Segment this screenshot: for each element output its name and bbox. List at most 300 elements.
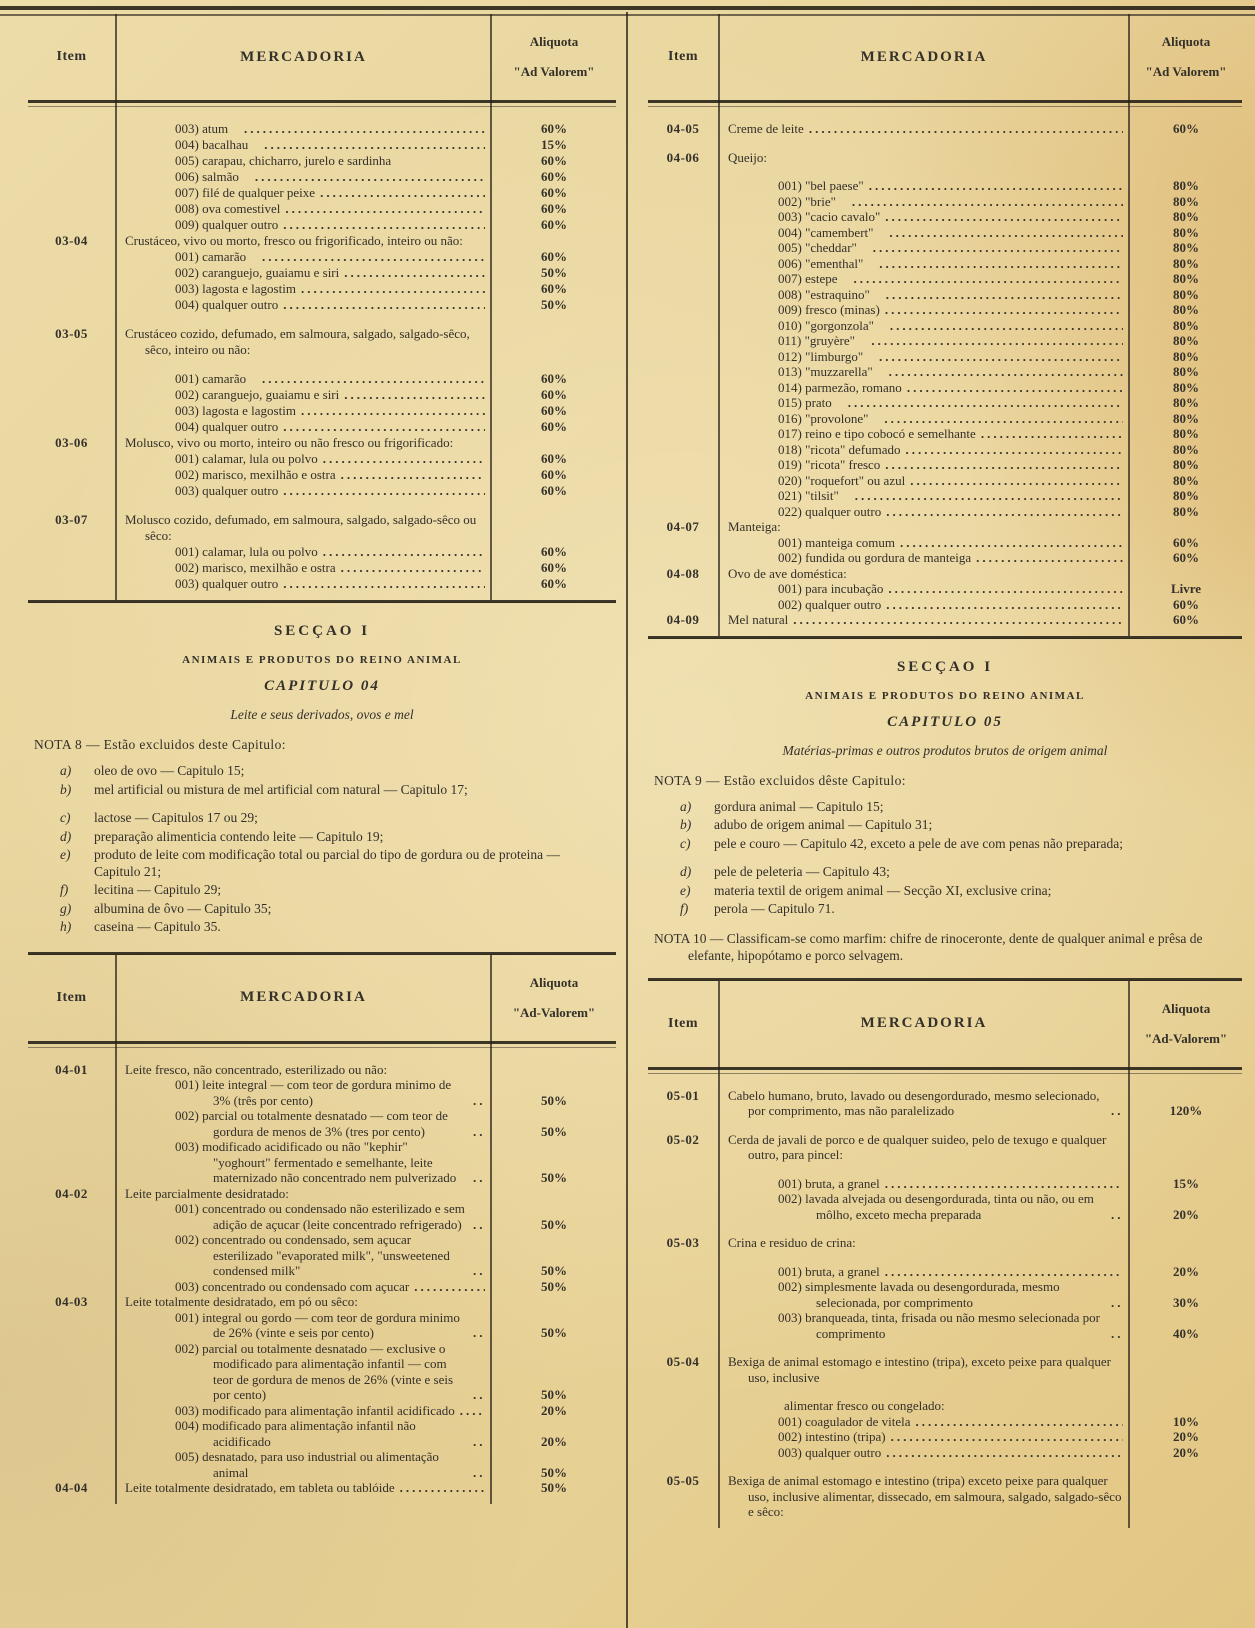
table-row <box>28 153 616 169</box>
table-row <box>28 249 616 265</box>
item-description: 002) caranguejo, guaiamu e siri <box>175 387 340 402</box>
nota-item-letter: d) <box>680 864 692 879</box>
item-description: 015) prato <box>778 395 832 410</box>
nota-item-text: pele de peleteria — Capitulo 43; <box>714 864 890 879</box>
item-description-cell <box>718 1279 1130 1310</box>
table-row <box>648 240 1242 256</box>
dot-leader <box>809 121 1123 137</box>
dot-leader <box>473 1093 485 1109</box>
item-description: 001) integral ou gordo — com teor de gordura minimo de 26% (vinte e seis por cento) <box>175 1309 460 1340</box>
table-row <box>28 467 616 483</box>
dot-leader <box>906 442 1123 458</box>
item-description-cell <box>718 411 1130 427</box>
item-description: Crustáceo, vivo ou morto, fresco ou frigorificado, inteiro ou não: <box>125 233 463 248</box>
ad-valorem-rate: 15% <box>1173 1175 1199 1191</box>
ad-valorem-rate: 80% <box>1173 426 1199 441</box>
item-description: 009) qualquer outro <box>175 217 279 232</box>
item-description: 019) "ricota" fresco <box>778 457 881 472</box>
table-row <box>648 1429 1242 1445</box>
item-description-cell <box>115 1232 492 1279</box>
item-code: 04-04 <box>55 1480 88 1495</box>
item-description-cell <box>115 371 492 387</box>
ad-valorem-rate: 120% <box>1169 1103 1203 1118</box>
dot-leader <box>886 597 1123 613</box>
header-item: Item <box>56 989 87 1005</box>
table-row <box>648 1191 1242 1222</box>
header-aliquota-line1: Aliquota <box>1161 34 1211 49</box>
ad-valorem-rate: 80% <box>1173 271 1199 286</box>
item-description-cell <box>718 1264 1130 1280</box>
nota-item-letter: a) <box>60 763 72 778</box>
item-description-cell <box>115 1418 492 1449</box>
table-row <box>28 326 616 358</box>
item-description-cell <box>718 256 1130 272</box>
item-description: 002) parcial ou totalmente desnatado — exclusive o modificado para alimentação infantil — com teor de gordura de menos de 26% (vinte e seis por cento) <box>175 1340 454 1402</box>
nota-item <box>60 919 610 936</box>
dot-leader <box>323 451 485 467</box>
item-description: 002) parcial ou totalmente desnatado — com teor de gordura de menos de 3% (tres por cento) <box>175 1108 448 1139</box>
table-row <box>28 1139 616 1186</box>
item-description-cell <box>115 544 492 560</box>
header-aliquota-line2: "Ad Valorem" <box>1145 64 1227 79</box>
dot-leader <box>283 297 485 313</box>
header-rule <box>28 100 616 107</box>
dot-leader <box>1111 1207 1123 1223</box>
ad-valorem-rate: 60% <box>541 467 567 482</box>
item-description-cell <box>718 209 1130 225</box>
item-description-cell <box>718 318 1130 334</box>
left-column <box>28 14 616 1504</box>
table-row <box>28 1232 616 1279</box>
item-description: 001) coagulador de vitela <box>778 1413 911 1429</box>
table-row <box>28 451 616 467</box>
nota-item-letter: b) <box>680 817 692 832</box>
item-description-cell <box>115 1403 492 1419</box>
header-rule <box>28 1041 616 1048</box>
item-code: 04-07 <box>666 519 700 534</box>
item-description-cell <box>115 249 492 265</box>
table-row <box>648 1235 1242 1251</box>
item-description-cell <box>115 1139 492 1186</box>
table-row <box>648 1398 1242 1414</box>
item-description: 006) "ementhal" <box>778 255 864 271</box>
dot-leader <box>473 1263 485 1279</box>
item-code: 04-08 <box>666 565 700 581</box>
dot-leader <box>886 504 1123 520</box>
table-row <box>648 1264 1242 1280</box>
table-row <box>648 519 1242 535</box>
ad-valorem-rate: 60% <box>1173 596 1199 612</box>
section-capitulo-05 <box>648 639 1242 978</box>
table-row <box>28 1403 616 1419</box>
ad-valorem-rate: 50% <box>541 265 567 280</box>
item-description: 001) para incubação <box>778 581 884 596</box>
nota-item <box>60 847 610 880</box>
header-aliquota-line1: Aliquota <box>529 974 579 990</box>
header-aliquota-line2: "Ad-Valorem" <box>512 1004 596 1020</box>
table-row <box>648 1473 1242 1520</box>
item-description: 008) ova comestivel <box>175 201 281 216</box>
item-description: Leite totalmente desidratado, em tableta ou tablóide <box>125 1480 395 1495</box>
dot-leader <box>323 544 485 560</box>
ad-valorem-rate: 20% <box>1173 1263 1199 1279</box>
item-description-cell <box>718 349 1130 365</box>
nota-item <box>60 763 610 780</box>
ad-valorem-rate: 60% <box>1173 534 1199 550</box>
item-description: 002) simplesmente lavada ou desengordurada, mesmo selecionada, por comprimento <box>778 1279 1060 1310</box>
ad-valorem-rate: 80% <box>1173 193 1199 209</box>
nota-item-text: oleo de ovo — Capitulo 15; <box>94 763 245 778</box>
header-aliquota <box>1130 981 1242 1067</box>
item-description: Molusco, vivo ou morto, inteiro ou não fresco ou frigorificado: <box>125 435 454 450</box>
nota-item <box>680 836 1236 853</box>
item-code: 03-04 <box>55 233 88 248</box>
item-description-cell <box>115 1201 492 1232</box>
item-description: Leite totalmente desidratado, em pó ou sêco: <box>125 1294 358 1309</box>
item-description-cell <box>115 1108 492 1139</box>
dot-leader <box>244 121 485 137</box>
item-description: Molusco cozido, defumado, em salmoura, salgado, salgado-sêco ou sêco: <box>125 512 477 543</box>
item-description: 001) leite integral — com teor de gordura minimo de 3% (três por cento) <box>175 1077 452 1108</box>
item-description: 003) qualquer outro <box>778 1444 882 1460</box>
item-description: 001) camarão <box>175 249 247 264</box>
item-description: 014) parmezão, romano <box>778 379 902 395</box>
table-row <box>648 535 1242 551</box>
table-row <box>648 612 1242 628</box>
table-header <box>28 14 616 100</box>
nota-item-letter: c) <box>60 810 71 825</box>
header-aliquota-line2: "Ad Valorem" <box>513 64 595 79</box>
table-row <box>648 411 1242 427</box>
item-description-cell <box>115 1077 492 1108</box>
item-code: 04-02 <box>55 1185 88 1201</box>
header-aliquota-line2: "Ad-Valorem" <box>1144 1030 1228 1046</box>
table-row <box>648 426 1242 442</box>
table-row <box>648 194 1242 210</box>
dot-leader <box>283 576 485 592</box>
table-body <box>648 1074 1242 1528</box>
item-description-cell <box>115 1310 492 1341</box>
table-row <box>28 419 616 435</box>
table-row <box>28 435 616 451</box>
item-description: Mel natural <box>728 612 789 627</box>
ad-valorem-rate: 60% <box>541 121 567 136</box>
chapter-subtitle: Leite e seus derivados, ovos e mel <box>230 707 414 722</box>
nota-10-paragraph: NOTA 10 — Classificam-se como marfim: chifre de rinoceronte, dente de qualquer animal e prêsa de elefante, hipopótamo e porco selvagem. <box>654 930 1203 963</box>
item-description-cell <box>718 1445 1130 1461</box>
dot-leader <box>283 483 485 499</box>
header-mercadoria: MERCADORIA <box>240 989 367 1005</box>
dot-leader <box>869 178 1123 194</box>
table-row <box>28 1279 616 1295</box>
item-description: 002) concentrado ou condensado, sem açucar esterilizado "evaporated milk", "unsweetened condensed milk" <box>175 1232 450 1278</box>
nota-list <box>654 799 1236 918</box>
table-row <box>648 225 1242 241</box>
dot-leader <box>793 612 1123 628</box>
dot-leader <box>885 209 1123 225</box>
nota-item-text: produto de leite com modificação total ou parcial do tipo de gordura ou de proteina — Capitulo 21; <box>94 847 560 879</box>
table-row <box>648 333 1242 349</box>
nota-item <box>60 882 610 899</box>
table-row <box>648 1354 1242 1385</box>
chapter-title: CAPITULO 05 <box>887 713 1003 730</box>
item-description-cell <box>115 1480 492 1496</box>
table-header <box>28 955 616 1041</box>
table-row <box>648 1310 1242 1341</box>
item-description: 004) qualquer outro <box>175 297 279 312</box>
ad-valorem-rate: 50% <box>541 1480 567 1495</box>
item-description-cell <box>718 150 1130 166</box>
item-description-cell <box>718 1473 1130 1520</box>
nota-item-letter: h) <box>60 919 72 934</box>
table-row <box>28 281 616 297</box>
ad-valorem-rate: 20% <box>1173 1429 1199 1444</box>
dot-leader <box>907 380 1123 396</box>
table-left-top <box>28 14 616 600</box>
dot-leader <box>879 256 1123 272</box>
item-description-cell <box>115 560 492 576</box>
table-row <box>648 395 1242 411</box>
dot-leader <box>884 411 1123 427</box>
item-description-cell <box>115 137 492 153</box>
nota-item-text: materia textil de origem animal — Secção XI, exclusive crina; <box>714 882 1052 898</box>
table-header <box>648 14 1242 100</box>
item-description-cell <box>718 519 1130 535</box>
item-description: Leite parcialmente desidratado: <box>125 1185 289 1201</box>
item-code: 05-03 <box>666 1235 700 1250</box>
dot-leader <box>879 349 1123 365</box>
table-row <box>648 349 1242 365</box>
nota-item <box>680 817 1236 834</box>
dot-leader <box>262 249 485 265</box>
ad-valorem-rate: 80% <box>1173 441 1199 457</box>
ad-valorem-rate: 60% <box>541 169 567 184</box>
nota-heading: NOTA 8 — Estão excluidos deste Capitulo: <box>34 737 286 752</box>
nota-item-letter: g) <box>60 900 72 916</box>
item-description-cell <box>115 1294 492 1310</box>
table-row <box>648 287 1242 303</box>
dot-leader <box>255 169 485 185</box>
table-row <box>648 442 1242 458</box>
ad-valorem-rate: 20% <box>541 1433 567 1449</box>
nota-heading: NOTA 9 — Estão excluidos dêste Capitulo: <box>654 772 906 788</box>
ad-valorem-rate: 80% <box>1173 457 1199 472</box>
ad-valorem-rate: 80% <box>1173 472 1199 488</box>
item-description: 001) bruta, a granel <box>778 1263 880 1279</box>
item-description-cell <box>718 504 1130 520</box>
item-description: alimentar fresco ou congelado: <box>784 1398 945 1413</box>
ad-valorem-rate: 50% <box>541 1216 567 1232</box>
item-description-cell <box>115 483 492 499</box>
table-row <box>28 137 616 153</box>
table-row <box>648 457 1242 473</box>
chapter-subtitle: Matérias-primas e outros produtos brutos de origem animal <box>782 742 1108 758</box>
item-description: 004) modificado para alimentação infantil não acidificado <box>175 1418 416 1449</box>
nota-item <box>60 829 610 846</box>
nota-item <box>680 901 1236 918</box>
table-row <box>648 380 1242 396</box>
ad-valorem-rate: 80% <box>1173 395 1199 410</box>
item-description-cell <box>115 512 492 544</box>
header-aliquota-line1: Aliquota <box>1161 1000 1211 1016</box>
table-row <box>28 576 616 592</box>
item-description-cell <box>718 287 1130 303</box>
table-row <box>28 169 616 185</box>
table-row <box>28 560 616 576</box>
item-description: Leite fresco, não concentrado, esterilizado ou não: <box>125 1061 388 1077</box>
table-body <box>648 107 1242 636</box>
item-description-cell <box>718 550 1130 566</box>
ad-valorem-rate: 80% <box>1173 317 1199 333</box>
section-subtitle: ANIMAIS E PRODUTOS DO REINO ANIMAL <box>182 654 462 666</box>
dot-leader <box>473 1434 485 1450</box>
item-description-cell <box>115 297 492 313</box>
ad-valorem-rate: 50% <box>541 1123 567 1139</box>
header-aliquota <box>492 14 616 100</box>
table-row <box>648 550 1242 566</box>
nota-item-letter: d) <box>60 828 72 844</box>
ad-valorem-rate: 80% <box>1173 224 1199 240</box>
ad-valorem-rate: 60% <box>1173 121 1199 136</box>
dot-leader <box>473 1387 485 1403</box>
dot-leader <box>910 473 1123 489</box>
table-body <box>28 107 616 600</box>
table-row <box>648 1088 1242 1119</box>
table-row <box>648 256 1242 272</box>
table-header <box>648 981 1242 1067</box>
table-row <box>28 371 616 387</box>
table-row <box>648 1176 1242 1192</box>
table-row <box>28 1201 616 1232</box>
ad-valorem-rate: 60% <box>541 185 567 200</box>
item-description: 001) concentrado ou condensado não esterilizado e sem adição de açucar (leite concentrado refrigerado) <box>175 1201 465 1232</box>
item-description-cell <box>115 153 492 169</box>
item-code: 03-05 <box>55 326 88 341</box>
nota-item <box>60 810 610 827</box>
item-description-cell <box>718 597 1130 613</box>
item-description: 002) caranguejo, guaiamu e siri <box>175 265 340 280</box>
nota-item-text: adubo de origem animal — Capitulo 31; <box>714 817 933 832</box>
ad-valorem-rate: 60% <box>1173 550 1199 565</box>
item-description-cell <box>718 364 1130 380</box>
item-description: 003) lagosta e lagostim <box>175 403 296 418</box>
item-description-cell <box>115 1341 492 1403</box>
header-aliquota <box>492 955 616 1041</box>
item-description-cell <box>115 233 492 249</box>
ad-valorem-rate: 80% <box>1173 503 1199 519</box>
ad-valorem-rate: 60% <box>541 371 567 386</box>
dot-leader <box>885 1176 1123 1192</box>
item-code: 05-01 <box>666 1087 700 1103</box>
ad-valorem-rate: 80% <box>1173 286 1199 302</box>
item-description-cell <box>115 265 492 281</box>
item-description: 003) qualquer outro <box>175 483 279 498</box>
nota-item-text: perola — Capitulo 71. <box>714 901 835 916</box>
item-description: 002) "brie" <box>778 193 836 209</box>
dot-leader <box>301 403 485 419</box>
dot-leader <box>344 265 485 281</box>
item-description: 013) "muzzarella" <box>778 364 873 379</box>
ad-valorem-rate: 60% <box>541 560 567 575</box>
dot-leader <box>341 467 485 483</box>
item-description: Creme de leite <box>728 121 804 136</box>
item-description: 005) "cheddar" <box>778 240 857 255</box>
table-row <box>28 387 616 403</box>
ad-valorem-rate: 80% <box>1173 333 1199 348</box>
item-description: 004) qualquer outro <box>175 419 279 434</box>
dot-leader <box>1111 1103 1123 1119</box>
table-right-top <box>648 14 1242 636</box>
item-description: Cerda de javali de porco e de qualquer suideo, pelo de texugo e qualquer outro, para pincel: <box>728 1131 1107 1162</box>
item-description: 002) marisco, mexilhão e ostra <box>175 560 336 575</box>
item-description-cell <box>718 178 1130 194</box>
dot-leader <box>871 333 1123 349</box>
dot-leader <box>400 1480 485 1496</box>
item-description-cell <box>718 1310 1130 1341</box>
table-row <box>648 581 1242 597</box>
table-row <box>28 217 616 233</box>
item-description: Bexiga de animal estomago e intestino (tripa) exceto peixe para qualquer uso, inclusive alimentar, dissecado, em salmoura, salgado, salgado-sêco e sêco: <box>728 1473 1122 1519</box>
dot-leader <box>262 371 485 387</box>
item-description: 021) "tilsit" <box>778 488 839 503</box>
dot-leader <box>891 1429 1123 1445</box>
table-row <box>648 150 1242 166</box>
item-description-cell <box>718 271 1130 287</box>
item-description-cell <box>718 581 1130 597</box>
item-description-cell <box>115 387 492 403</box>
ad-valorem-rate: 50% <box>541 1092 567 1108</box>
ad-valorem-rate: 80% <box>1173 379 1199 395</box>
item-description-cell <box>718 473 1130 489</box>
table-row <box>648 209 1242 225</box>
dot-leader <box>915 1414 1123 1430</box>
item-description-cell <box>115 419 492 435</box>
ad-valorem-rate: 50% <box>541 297 567 312</box>
dot-leader <box>473 1465 485 1481</box>
table-left-bottom <box>28 955 616 1504</box>
header-rule <box>648 1067 1242 1074</box>
ad-valorem-rate: 20% <box>541 1402 567 1418</box>
dot-leader <box>885 302 1123 318</box>
item-description: 001) bruta, a granel <box>778 1175 880 1191</box>
table-row <box>28 201 616 217</box>
nota-item <box>60 782 610 799</box>
item-description-cell <box>718 395 1130 411</box>
item-description-cell <box>115 1062 492 1078</box>
item-description: 012) "limburgo" <box>778 348 864 364</box>
item-code: 05-02 <box>666 1131 700 1147</box>
ad-valorem-rate: 60% <box>541 451 567 466</box>
item-description-cell <box>718 535 1130 551</box>
item-description: 001) calamar, lula ou polvo <box>175 451 318 466</box>
item-description: 009) fresco (minas) <box>778 302 880 317</box>
dot-leader <box>888 581 1123 597</box>
item-description-cell <box>718 566 1130 582</box>
header-item: Item <box>56 49 87 64</box>
item-description-cell <box>115 451 492 467</box>
table-row <box>648 488 1242 504</box>
header-aliquota-line1: Aliquota <box>529 34 579 49</box>
ad-valorem-rate: 60% <box>541 576 567 591</box>
item-description: 003) "cacio cavalo" <box>778 209 881 224</box>
table-row <box>28 483 616 499</box>
item-description: 008) "estraquino" <box>778 286 870 302</box>
nota-item-letter: f) <box>60 882 69 897</box>
item-description: 003) atum <box>175 121 229 136</box>
ad-valorem-rate: 80% <box>1173 209 1199 224</box>
item-description: 003) qualquer outro <box>175 576 279 591</box>
table-row <box>648 364 1242 380</box>
